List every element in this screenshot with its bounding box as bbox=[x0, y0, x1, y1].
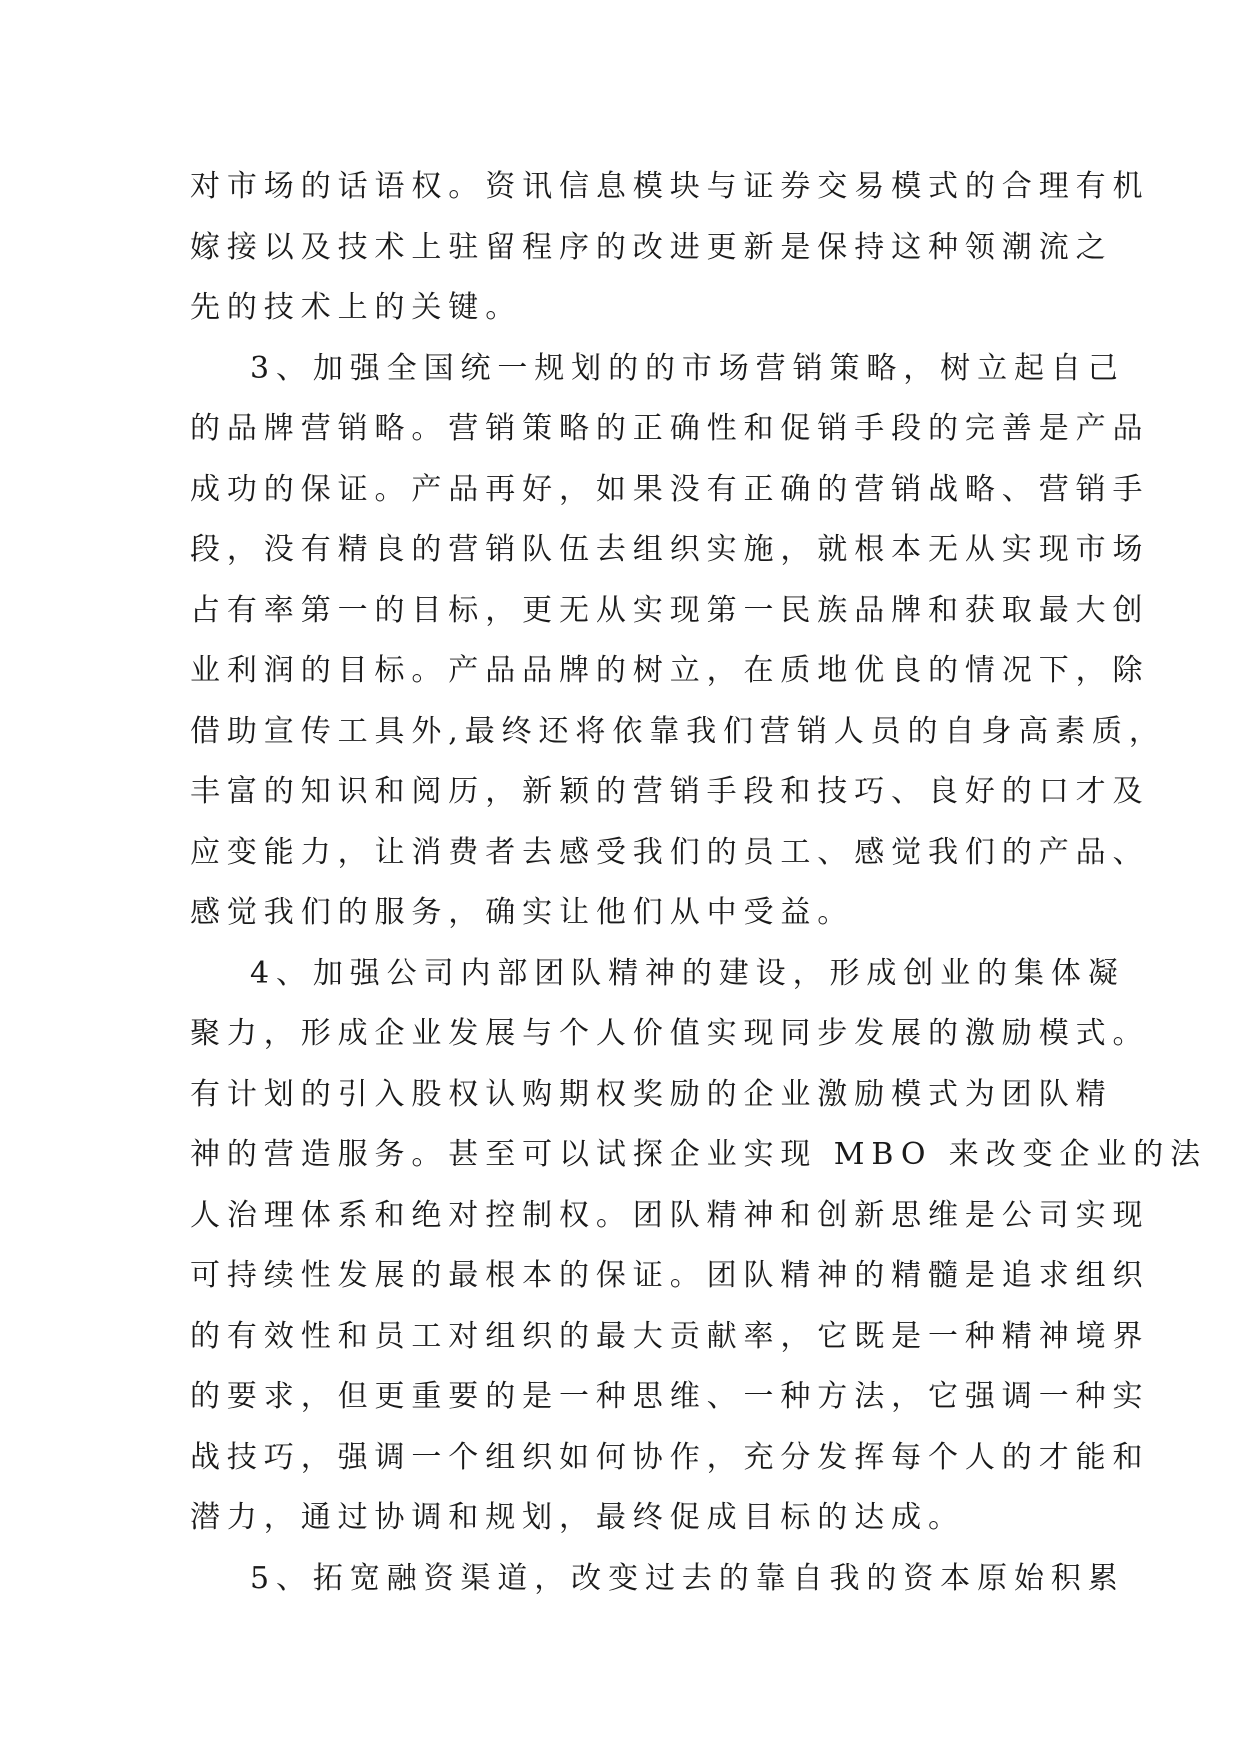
text-line: 人治理体系和绝对控制权。团队精神和创新思维是公司实现 bbox=[190, 1197, 1150, 1233]
document-body bbox=[190, 157, 1208, 1609]
text-line: 战技巧，强调一个组织如何协作，充分发挥每个人的才能和 bbox=[190, 1439, 1150, 1475]
text-line: 有计划的引入股权认购期权奖励的企业激励模式为团队精 bbox=[190, 1076, 1113, 1112]
text-line: 先的技术上的关键。 bbox=[190, 290, 523, 325]
paragraph-first-line: 3、加强全国统一规划的的市场营销策略，树立起自己 bbox=[250, 350, 1125, 386]
text-line: 应变能力，让消费者去感受我们的员工、感觉我们的产品、 bbox=[190, 834, 1150, 870]
text-line: 占有率第一的目标，更无从实现第一民族品牌和获取最大创 bbox=[190, 592, 1150, 628]
text-line: 聚力，形成企业发展与个人价值实现同步发展的激励模式。 bbox=[190, 1016, 1150, 1051]
text-line: 神的营造服务。甚至可以试探企业实现 MBO 来改变企业的法 bbox=[190, 1137, 1208, 1172]
text-line: 成功的保证。产品再好，如果没有正确的营销战略、营销手 bbox=[190, 471, 1150, 507]
text-line: 感觉我们的服务，确实让他们从中受益。 bbox=[190, 895, 855, 930]
text-line: 嫁接以及技术上驻留程序的改进更新是保持这种领潮流之 bbox=[190, 229, 1113, 265]
text-line: 潜力，通过协调和规划，最终促成目标的达成。 bbox=[190, 1500, 965, 1535]
text-line: 的品牌营销略。营销策略的正确性和促销手段的完善是产品 bbox=[190, 411, 1150, 446]
text-line: 段，没有精良的营销队伍去组织实施，就根本无从实现市场 bbox=[190, 532, 1150, 567]
paragraph-first-line: 4、加强公司内部团队精神的建设，形成创业的集体凝 bbox=[250, 955, 1125, 991]
paragraph-first-line: 5、拓宽融资渠道，改变过去的靠自我的资本原始积累 bbox=[250, 1560, 1125, 1596]
text-line: 业利润的目标。产品品牌的树立，在质地优良的情况下，除 bbox=[190, 653, 1150, 688]
text-line: 对市场的话语权。资讯信息模块与证券交易模式的合理有机 bbox=[190, 169, 1150, 204]
text-line: 的要求，但更重要的是一种思维、一种方法，它强调一种实 bbox=[190, 1379, 1150, 1414]
text-line: 可持续性发展的最根本的保证。团队精神的精髓是追求组织 bbox=[190, 1258, 1150, 1293]
text-line: 的有效性和员工对组织的最大贡献率，它既是一种精神境界 bbox=[190, 1318, 1150, 1354]
text-line: 借助宣传工具外,最终还将依靠我们营销人员的自身高素质， bbox=[190, 713, 1166, 749]
text-line: 丰富的知识和阅历，新颖的营销手段和技巧、良好的口才及 bbox=[190, 774, 1150, 809]
